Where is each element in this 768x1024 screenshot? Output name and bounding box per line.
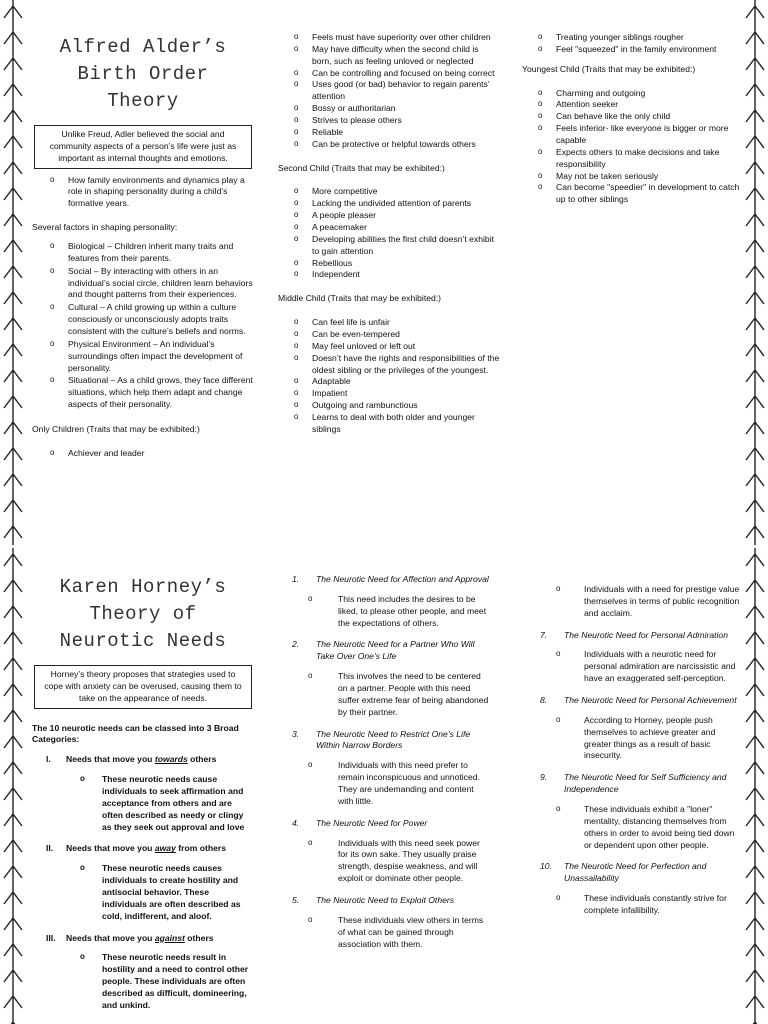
list-item: o Social – By interacting with others in an individual’s social circle, children learn behaviors and thought patterns from their experiences. xyxy=(48,266,254,302)
need-desc: o These individuals view others in terms of what can be gained through association with them. xyxy=(280,915,490,951)
list-item: o A peacemaker xyxy=(290,222,500,234)
only-children-list xyxy=(48,448,254,460)
adler-column-1 xyxy=(32,34,254,461)
need-10: 10. The Neurotic Need for Perfection and Unassailability o These individuals constantly strive for complete infallibility. xyxy=(528,861,740,916)
list-item: o Developing abilities the first child doesn’t exhibit to gain attention xyxy=(290,234,500,258)
adler-intro-box: Unlike Freud, Adler believed the social and community aspects of a person’s life were just as important as internal thoughts and emotions. xyxy=(34,125,252,169)
need-desc: o This involves the need to be centered on a partner. People with this need suffer extreme fear of being abandoned by their partner. xyxy=(280,671,490,718)
horney-column-1 xyxy=(32,574,254,1022)
need-3: 3. The Neurotic Need to Restrict One’s Life Within Narrow Borders o Individuals with this need prefer to remain inconspicuous and unnoticed. They are undemanding and content with little. xyxy=(280,729,490,808)
categories-heading: The 10 neurotic needs can be classed into 3 Broad Categories: xyxy=(32,722,239,745)
youngest-child-heading: Youngest Child (Traits that may be exhibited:) xyxy=(522,63,696,74)
category-desc: o These neurotic needs result in hostility and a need to control other people. These individuals are often described as difficult, domineering, and unkind. xyxy=(32,952,254,1011)
list-item: o Can behave like the only child xyxy=(534,111,740,123)
category-2: II. Needs that move you away from others o These neurotic needs causes individuals to create hostility and antisocial behavior. These individuals are often described as cold, indifferent, and aloof. xyxy=(32,843,254,922)
need-4: 4. The Neurotic Need for Power o Individuals with this need seek power for its own sake. They usually praise strength, despise weakness, and will exploit or dominate other people. xyxy=(280,818,490,885)
list-item: o Learns to deal with both older and younger siblings xyxy=(290,412,500,436)
prestige-desc: o Individuals with a need for prestige value themselves in terms of public recognition and acclaim. xyxy=(528,584,740,620)
list-item: o Physical Environment – An individual’s surroundings often impact the development of personality. xyxy=(48,339,254,375)
list-item: o Can be even-tempered xyxy=(290,329,500,341)
list-item: o A people pleaser xyxy=(290,210,500,222)
adler-point-list xyxy=(48,175,254,211)
second-child-list xyxy=(290,186,500,281)
horney-column-3 xyxy=(528,584,740,927)
category-desc: o These neurotic needs causes individuals to create hostility and antisocial behavior. These individuals are often described as cold, indifferent, and aloof. xyxy=(32,863,254,922)
need-5: 5. The Neurotic Need to Exploit Others o These individuals view others in terms of what can be gained through association with them. xyxy=(280,895,490,950)
need-desc: o These individuals constantly strive for complete infallibility. xyxy=(528,893,740,917)
arrow-stroke xyxy=(4,0,22,545)
list-item: o Cultural – A child growing up within a culture consciously or unconsciously adopts traits consistent with the culture’s beliefs and norms. xyxy=(48,302,254,338)
category-desc: o These neurotic needs cause individuals to seek affirmation and acceptance from others and are often described as needy or clingy as they seek out approval and love xyxy=(32,774,254,833)
factors-list xyxy=(48,241,254,411)
list-item: o Reliable xyxy=(290,127,500,139)
list-item: o Independent xyxy=(290,269,500,281)
arrow-stroke xyxy=(4,548,22,1024)
list-item: o How family environments and dynamics play a role in shaping personality during a child’s formative years. xyxy=(48,175,254,211)
list-item: o Achiever and leader xyxy=(48,448,254,460)
need-desc: o Individuals with a neurotic need for personal admiration are narcissistic and have an exaggerated self-perception. xyxy=(528,649,740,685)
list-item: o Doesn’t have the rights and responsibilities of the oldest sibling or the privileges of the youngest. xyxy=(290,353,500,377)
list-item: o Can be controlling and focused on being correct xyxy=(290,68,500,80)
horney-column-2 xyxy=(280,574,490,960)
need-7: 7. The Neurotic Need for Personal Admiration o Individuals with a neurotic need for personal admiration are narcissistic and have an exaggerated self-perception. xyxy=(528,630,740,685)
horney-intro-box: Horney’s theory proposes that strategies used to cope with anxiety can be overused, causing them to take on the appearance of needs. xyxy=(34,665,252,709)
need-9: 9. The Neurotic Need for Self Sufficiency and Independence o These individuals exhibit a "loner" mentality, distancing themselves from others in order to avoid being tied down or dependent upon other people. xyxy=(528,772,740,851)
need-desc: o According to Horney, people push themselves to achieve greater and greater things as a result of basic insecurity. xyxy=(528,715,740,762)
list-item: o Feels inferior- like everyone is bigger or more capable xyxy=(534,123,740,147)
list-item: o Feel "squeezed" in the family environment xyxy=(534,44,740,56)
need-desc: o Individuals with this need seek power for its own sake. They usually praise strength, despise weakness, and will exploit or dominate other people. xyxy=(280,838,490,885)
arrow-border-left xyxy=(0,0,26,545)
arrow-border-left xyxy=(0,548,26,1024)
list-item: o Feels must have superiority over other children xyxy=(290,32,500,44)
middle-child-list xyxy=(290,317,500,436)
list-item: o Expects others to make decisions and take responsibility xyxy=(534,147,740,171)
list-item: o Attention seeker xyxy=(534,99,740,111)
arrow-border-right xyxy=(742,548,768,1024)
list-item: o More competitive xyxy=(290,186,500,198)
arrow-stroke xyxy=(746,548,764,1024)
list-item: o Charming and outgoing xyxy=(534,88,740,100)
list-item: o Rebellious xyxy=(290,258,500,270)
need-2: 2. The Neurotic Need for a Partner Who Will Take Over One’s Life o This involves the need to be centered on a partner. People with this need suffer extreme fear of being abandoned by their partner. xyxy=(280,639,490,718)
list-item: o Can become "speedier" in development to catch up to other siblings xyxy=(534,182,740,206)
category-1: I. Needs that move you towards others o These neurotic needs cause individuals to seek affirmation and acceptance from others and are often described as needy or clingy as they seek out approval and love xyxy=(32,754,254,833)
only-children-heading: Only Children (Traits that may be exhibited:) xyxy=(32,424,200,435)
youngest-child-list xyxy=(534,88,740,207)
adler-title: Alfred Alder’s Birth Order Theory xyxy=(59,36,227,112)
first-child-list xyxy=(290,32,500,151)
need-1: 1. The Neurotic Need for Affection and Approval o This need includes the desires to be liked, to please other people, and meet the expectations of others. xyxy=(280,574,490,629)
list-item: o Strives to please others xyxy=(290,115,500,127)
list-item: o Impatient xyxy=(290,388,500,400)
list-item: o Outgoing and rambunctious xyxy=(290,400,500,412)
horney-title: Karen Horney’s Theory of Neurotic Needs xyxy=(59,576,227,652)
need-desc: o This need includes the desires to be liked, to please other people, and meet the expectations of others. xyxy=(280,594,490,630)
list-item: o Bossy or authoritarian xyxy=(290,103,500,115)
list-item: o Treating younger siblings rougher xyxy=(534,32,740,44)
oldest-extra-list xyxy=(534,32,740,56)
adler-column-3 xyxy=(522,32,740,206)
list-item: o May feel unloved or left out xyxy=(290,341,500,353)
list-item: o May not be taken seriously xyxy=(534,171,740,183)
list-item: o Can be protective or helpful towards others xyxy=(290,139,500,151)
list-item: o Situational – As a child grows, they face different situations, which help them adapt and change aspects of their personality. xyxy=(48,375,254,411)
list-item: o Biological – Children inherit many traits and features from their parents. xyxy=(48,241,254,265)
horney-panel xyxy=(0,548,768,1024)
second-child-heading: Second Child (Traits that may be exhibited:) xyxy=(278,162,445,173)
list-item: o Can feel life is unfair xyxy=(290,317,500,329)
list-item: o Uses good (or bad) behavior to regain parents’ attention xyxy=(290,79,500,103)
need-desc: o Individuals with this need prefer to remain inconspicuous and unnoticed. They are undemanding and content with little. xyxy=(280,760,490,807)
adler-column-2 xyxy=(278,32,500,436)
factors-heading: Several factors in shaping personality: xyxy=(32,222,178,233)
category-3: III. Needs that move you against others o These neurotic needs result in hostility and a need to control other people. These individuals are often described as difficult, domineering, and unkind. xyxy=(32,933,254,1012)
need-8: 8. The Neurotic Need for Personal Achievement o According to Horney, people push themselves to achieve greater and greater things as a result of basic insecurity. xyxy=(528,695,740,762)
arrow-stroke xyxy=(746,0,764,545)
arrow-border-right xyxy=(742,0,768,545)
list-item: o Adaptable xyxy=(290,376,500,388)
list-item: o May have difficulty when the second child is born, such as feeling unloved or neglected xyxy=(290,44,500,68)
need-desc: o These individuals exhibit a "loner" mentality, distancing themselves from others in order to avoid being tied down or dependent upon other people. xyxy=(528,804,740,851)
middle-child-heading: Middle Child (Traits that may be exhibited:) xyxy=(278,293,442,304)
list-item: o Lacking the undivided attention of parents xyxy=(290,198,500,210)
